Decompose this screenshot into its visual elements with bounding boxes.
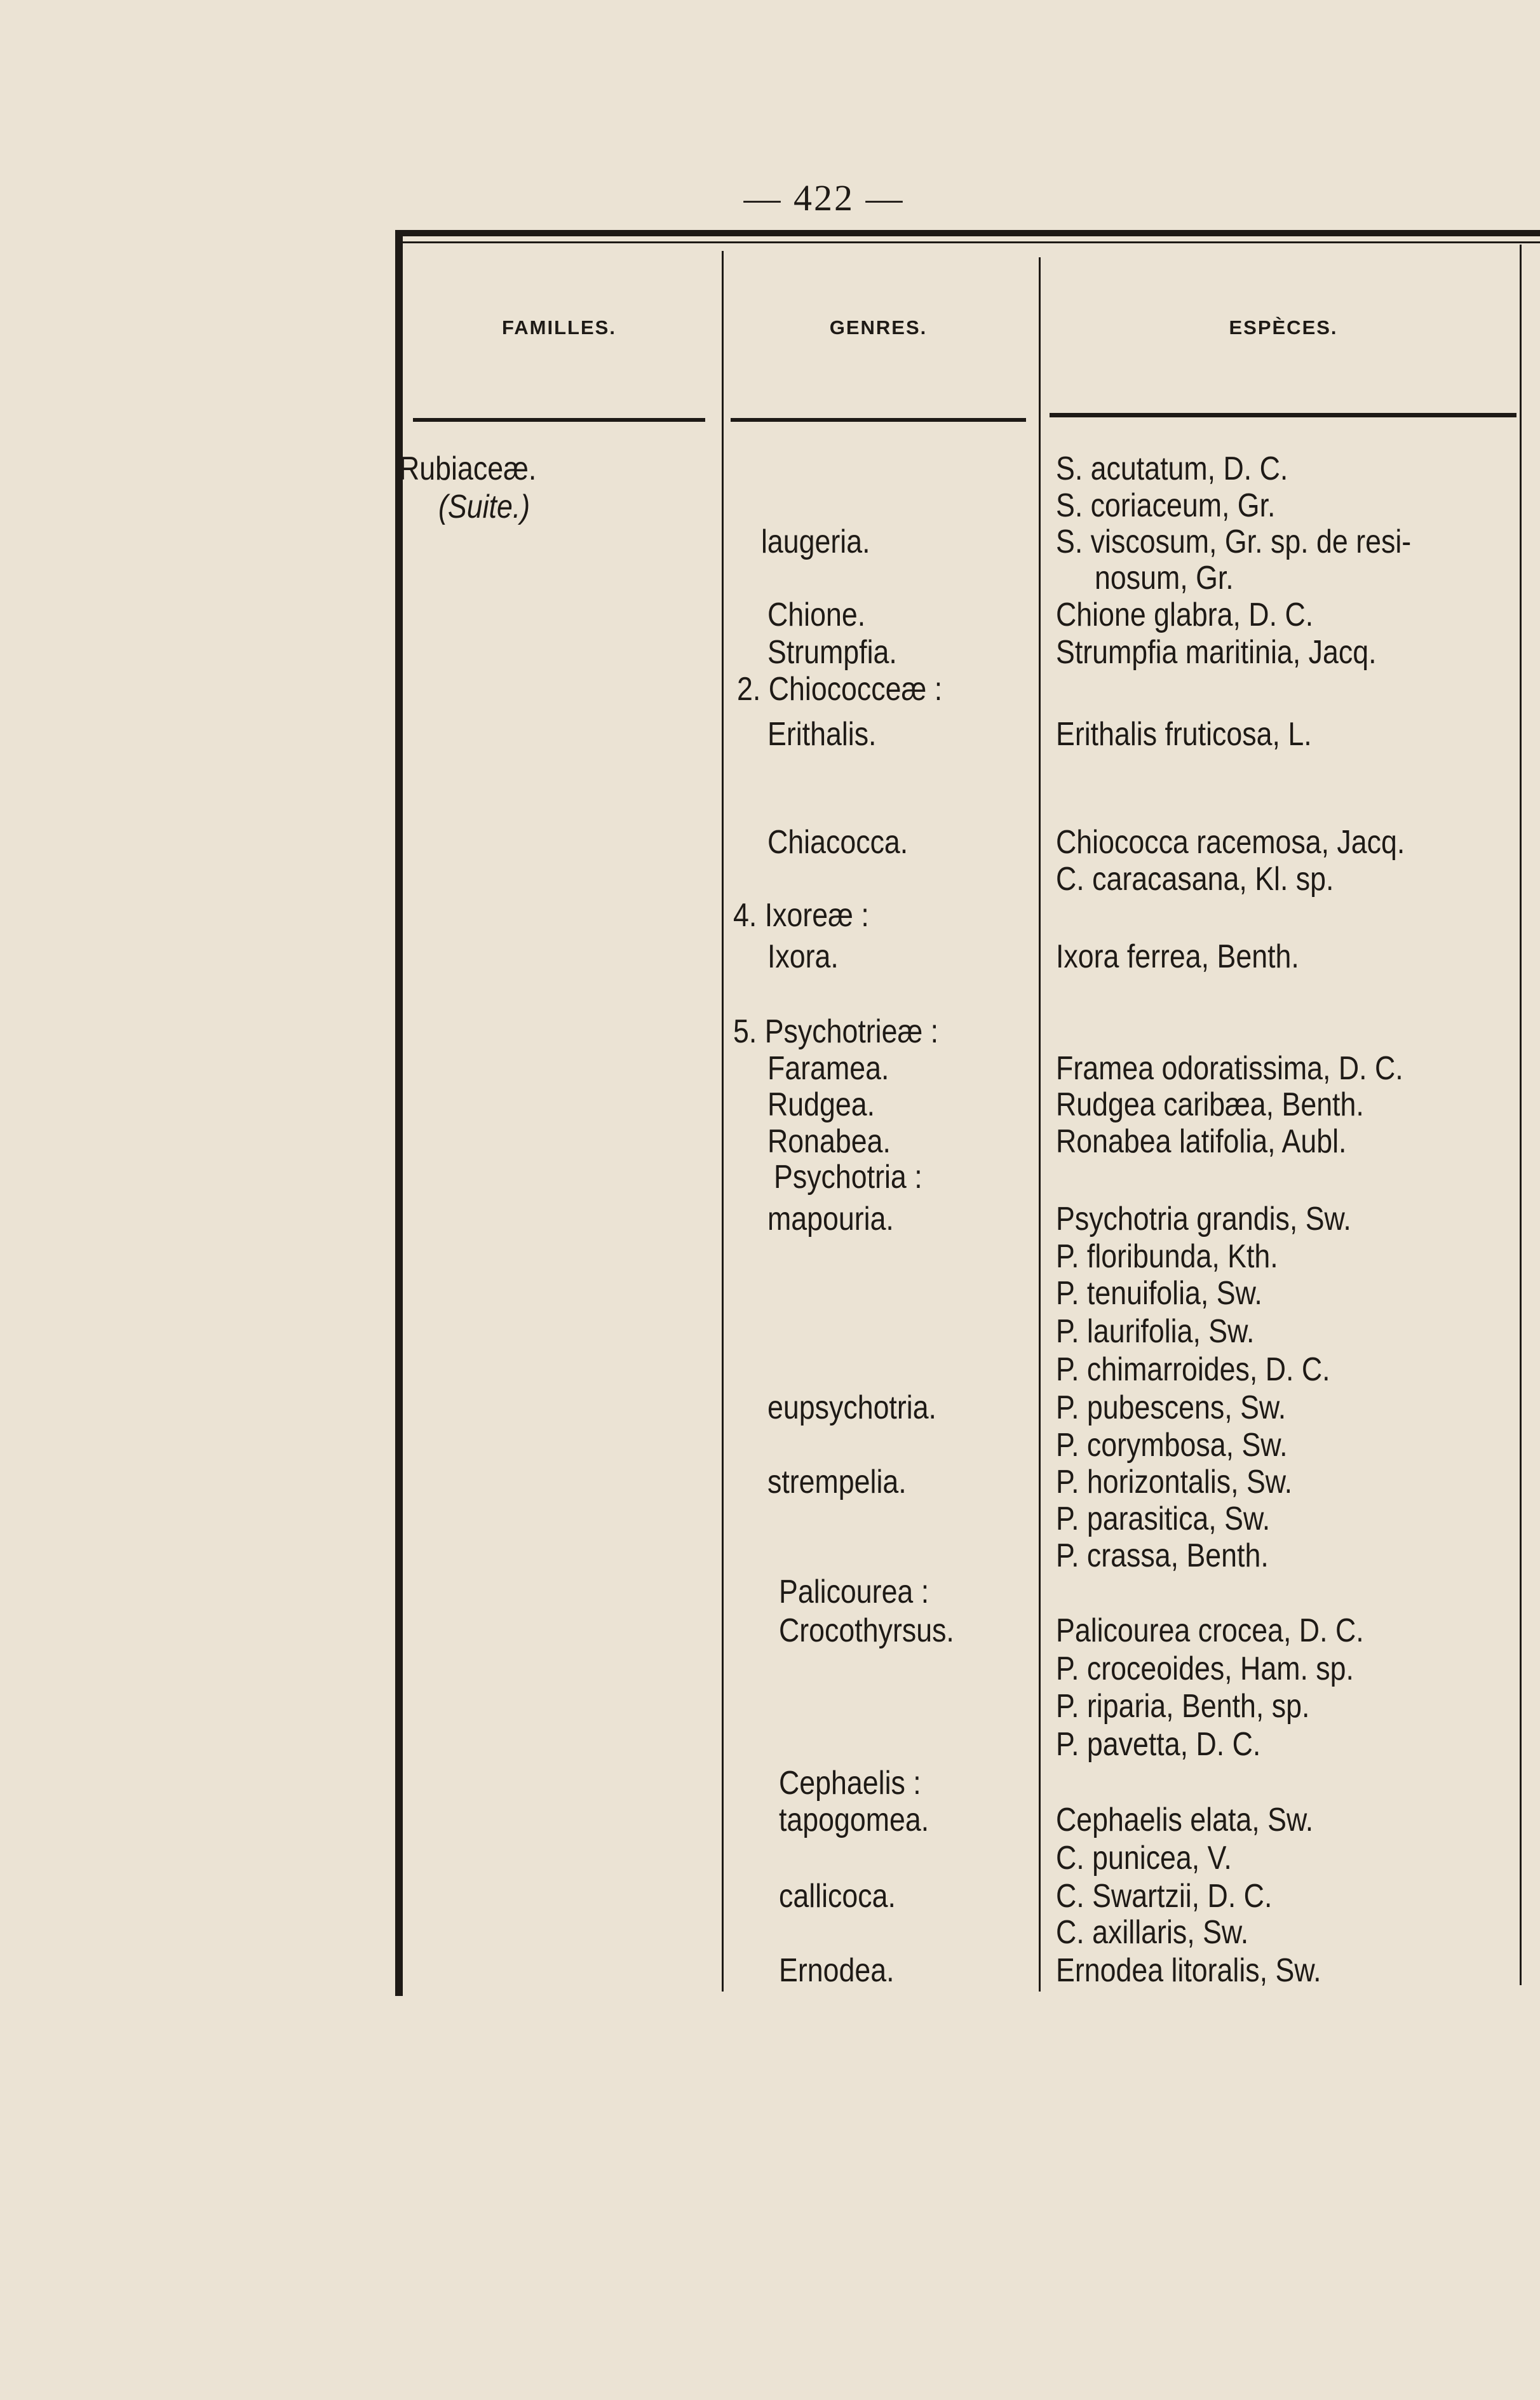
genre-psychotrieae: 5. Psychotrieæ : [733, 1013, 939, 1050]
genre-laugeria: laugeria. [761, 523, 870, 560]
espece-line: Framea odoratissima, D. C. [1056, 1050, 1403, 1087]
genre-mapouria: mapouria. [767, 1201, 894, 1237]
espece-line: C. axillaris, Sw. [1056, 1914, 1249, 1951]
espece-line: Cephaelis elata, Sw. [1056, 1802, 1314, 1838]
header-rule-familles [413, 418, 705, 422]
espece-line: Psychotria grandis, Sw. [1056, 1201, 1351, 1237]
espece-line: S. viscosum, Gr. sp. de resi- [1056, 523, 1412, 560]
genre-tapogomea: tapogomea. [779, 1802, 929, 1838]
genre-callicoca: callicoca. [779, 1878, 896, 1915]
column-divider-1 [722, 251, 724, 1992]
espece-line: P. crassa, Benth. [1056, 1537, 1269, 1574]
genre-rudgea: Rudgea. [767, 1086, 875, 1123]
genre-ronabea: Ronabea. [767, 1123, 891, 1160]
header-familles: FAMILLES. [502, 316, 616, 339]
espece-line: Chiococca racemosa, Jacq. [1056, 824, 1405, 861]
genre-erithalis: Erithalis. [767, 716, 877, 753]
espece-line: C. caracasana, Kl. sp. [1056, 861, 1334, 898]
espece-line: Ronabea latifolia, Aubl. [1056, 1123, 1347, 1160]
genre-eupsychotria: eupsychotria. [767, 1389, 936, 1426]
header-genres: GENRES. [829, 316, 928, 339]
family-name: Rubiaceæ. [399, 450, 537, 487]
genre-palicourea: Palicourea : [779, 1574, 929, 1610]
espece-line: Palicourea crocea, D. C. [1056, 1612, 1364, 1649]
genre-strumpfia: Strumpfia. [767, 634, 897, 671]
genre-strempelia: strempelia. [767, 1464, 907, 1500]
table-top-rule-thin [395, 241, 1540, 243]
espece-line: P. pubescens, Sw. [1056, 1389, 1287, 1426]
genre-chiococceae: 2. Chiococceæ : [737, 671, 943, 708]
espece-line: Chione glabra, D. C. [1056, 597, 1314, 633]
genre-chione: Chione. [767, 597, 866, 633]
espece-line: Rudgea caribæa, Benth. [1056, 1086, 1364, 1123]
header-rule-genres [731, 418, 1026, 422]
espece-line: Ixora ferrea, Benth. [1056, 938, 1299, 975]
espece-line: P. parasitica, Sw. [1056, 1500, 1271, 1537]
genre-ixora: Ixora. [767, 938, 839, 975]
espece-line: P. croceoides, Ham. sp. [1056, 1650, 1354, 1687]
espece-line: S. acutatum, D. C. [1056, 450, 1288, 487]
header-especes: ESPÈCES. [1229, 316, 1338, 339]
genre-chiacocca: Chiacocca. [767, 824, 908, 861]
table-left-border [395, 230, 403, 1996]
espece-line: Erithalis fruticosa, L. [1056, 716, 1312, 753]
espece-line: P. riparia, Benth, sp. [1056, 1688, 1310, 1725]
genre-ernodea: Ernodea. [779, 1952, 895, 1989]
genre-psychotria: Psychotria : [774, 1159, 922, 1196]
espece-line: Strumpfia maritinia, Jacq. [1056, 634, 1377, 671]
column-divider-2 [1039, 257, 1041, 1992]
espece-line: C. Swartzii, D. C. [1056, 1878, 1273, 1915]
espece-line: C. punicea, V. [1056, 1840, 1232, 1877]
genre-crocothyrsus: Crocothyrsus. [779, 1612, 954, 1649]
espece-line: P. laurifolia, Sw. [1056, 1313, 1255, 1350]
espece-line: P. pavetta, D. C. [1056, 1726, 1261, 1763]
page-number: — 422 — [743, 177, 905, 219]
table-right-border [1520, 245, 1522, 1985]
genre-ixoreae: 4. Ixoreæ : [733, 897, 869, 934]
header-rule-especes [1050, 413, 1516, 417]
espece-line: nosum, Gr. [1095, 560, 1234, 597]
espece-line: P. chimarroides, D. C. [1056, 1351, 1330, 1388]
genre-cephaelis: Cephaelis : [779, 1765, 921, 1802]
espece-line: Ernodea litoralis, Sw. [1056, 1952, 1321, 1989]
espece-line: P. corymbosa, Sw. [1056, 1427, 1288, 1464]
espece-line: P. horizontalis, Sw. [1056, 1464, 1293, 1500]
espece-line: P. floribunda, Kth. [1056, 1238, 1278, 1275]
espece-line: P. tenuifolia, Sw. [1056, 1275, 1262, 1312]
genre-faramea: Faramea. [767, 1050, 889, 1087]
family-continued: (Suite.) [438, 489, 530, 525]
table-top-rule [395, 230, 1540, 236]
espece-line: S. coriaceum, Gr. [1056, 487, 1276, 524]
